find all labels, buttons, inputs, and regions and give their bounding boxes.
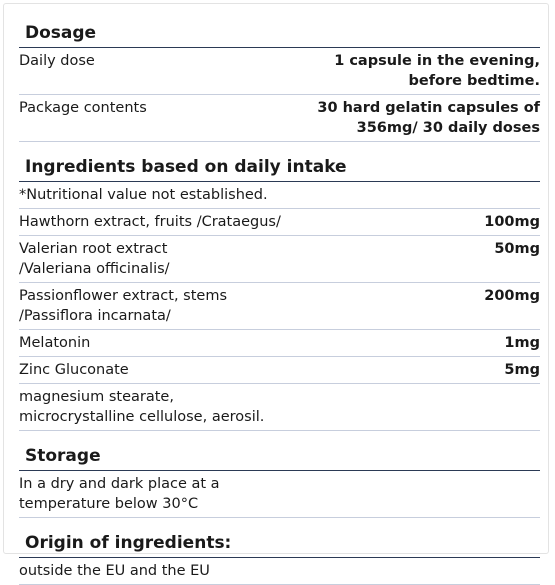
daily-dose-value: 1 capsule in the evening, before bedtime. bbox=[334, 53, 540, 89]
origin-text: outside the EU and the EU bbox=[19, 563, 210, 579]
ingredient-name: Hawthorn extract, fruits /Crataegus/ bbox=[19, 214, 281, 230]
ingredient-amount: 200mg bbox=[484, 288, 540, 304]
package-contents-value: 30 hard gelatin capsules of 356mg/ 30 daily doses bbox=[317, 100, 540, 136]
ingredient-row bbox=[19, 330, 540, 357]
ingredient-row bbox=[19, 209, 540, 236]
nutrition-note-row bbox=[19, 182, 540, 209]
dosage-heading: Dosage bbox=[19, 18, 540, 48]
ingredient-amount: 100mg bbox=[484, 214, 540, 230]
storage-text: In a dry and dark place at a temperature below 30°C bbox=[19, 476, 220, 512]
ingredient-amount: 5mg bbox=[504, 362, 540, 378]
storage-row bbox=[19, 471, 540, 518]
ingredient-amount: 1mg bbox=[504, 335, 540, 351]
origin-heading: Origin of ingredients: bbox=[19, 528, 540, 558]
ingredient-row bbox=[19, 236, 540, 283]
excipients-text: magnesium stearate, microcrystalline cellulose, aerosil. bbox=[19, 389, 265, 425]
origin-row bbox=[19, 558, 540, 585]
package-contents-row bbox=[19, 95, 540, 142]
storage-heading: Storage bbox=[19, 441, 540, 471]
ingredients-heading: Ingredients based on daily intake bbox=[19, 152, 540, 182]
ingredient-row bbox=[19, 357, 540, 384]
ingredient-name: Valerian root extract /Valeriana officinalis/ bbox=[19, 241, 170, 277]
daily-dose-label: Daily dose bbox=[19, 53, 95, 69]
ingredient-name: Passionflower extract, stems /Passiflora incarnata/ bbox=[19, 288, 228, 324]
nutrition-note: *Nutritional value not established. bbox=[19, 187, 268, 203]
daily-dose-row bbox=[19, 48, 540, 95]
product-info-card bbox=[3, 3, 549, 579]
ingredient-name: Melatonin bbox=[19, 335, 91, 351]
ingredient-row bbox=[19, 283, 540, 330]
package-contents-label: Package contents bbox=[19, 100, 147, 116]
ingredient-name: Zinc Gluconate bbox=[19, 362, 129, 378]
ingredient-amount: 50mg bbox=[494, 241, 540, 257]
product-info-table bbox=[19, 18, 540, 585]
excipients-row bbox=[19, 384, 540, 431]
